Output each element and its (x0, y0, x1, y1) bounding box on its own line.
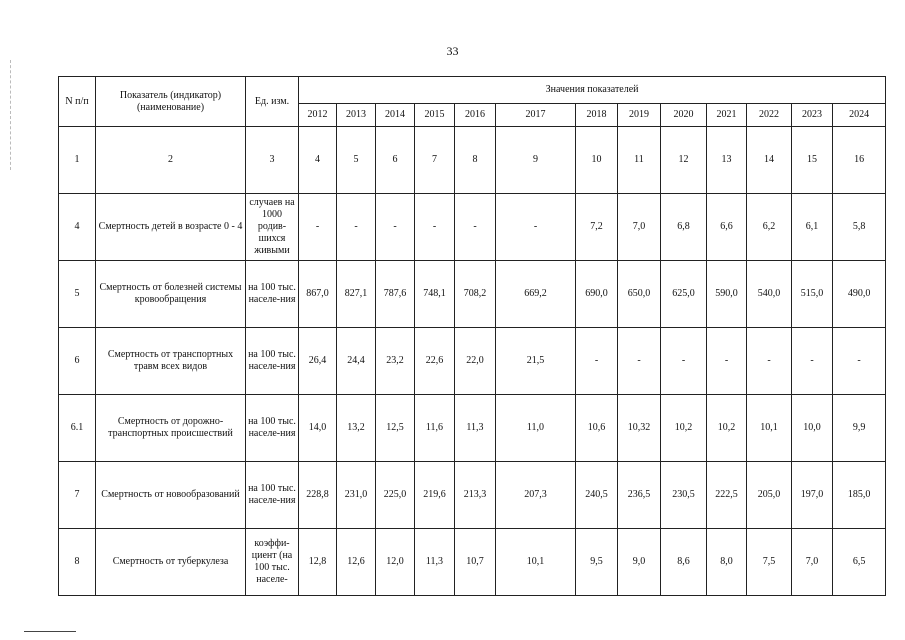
value-cell: 24,4 (337, 328, 376, 395)
value-cell: 10,2 (661, 395, 707, 462)
year-header: 2016 (455, 104, 496, 127)
value-cell: 9,9 (833, 395, 886, 462)
column-number-cell: 11 (618, 127, 661, 194)
value-cell: 13,2 (337, 395, 376, 462)
value-cell: 9,0 (618, 529, 661, 596)
value-cell: 9,5 (576, 529, 618, 596)
value-cell: 6,2 (747, 194, 792, 261)
value-cell: - (299, 194, 337, 261)
value-cell: 10,0 (792, 395, 833, 462)
value-cell: 10,1 (496, 529, 576, 596)
value-cell: 5,8 (833, 194, 886, 261)
value-cell: 240,5 (576, 462, 618, 529)
year-header: 2018 (576, 104, 618, 127)
value-cell: - (376, 194, 415, 261)
header-indicator: Показатель (индикатор) (наименование) (96, 77, 246, 127)
year-header: 2024 (833, 104, 886, 127)
value-cell: 213,3 (455, 462, 496, 529)
column-number-cell: 14 (747, 127, 792, 194)
value-cell: 625,0 (661, 261, 707, 328)
year-header: 2015 (415, 104, 455, 127)
unit-cell: коэффи-циент (на 100 тыс. населе- (246, 529, 299, 596)
value-cell: 219,6 (415, 462, 455, 529)
unit-cell: на 100 тыс. населе-ния (246, 328, 299, 395)
value-cell: 7,5 (747, 529, 792, 596)
value-cell: 11,0 (496, 395, 576, 462)
year-header: 2017 (496, 104, 576, 127)
table-row (59, 328, 886, 395)
column-number-cell: 12 (661, 127, 707, 194)
value-cell: 11,3 (455, 395, 496, 462)
column-number-cell: 13 (707, 127, 747, 194)
value-cell: - (337, 194, 376, 261)
value-cell: - (496, 194, 576, 261)
table-row (59, 395, 886, 462)
year-header: 2020 (661, 104, 707, 127)
value-cell: 222,5 (707, 462, 747, 529)
table-body (59, 127, 886, 596)
row-number-cell: 6 (59, 328, 96, 395)
indicator-name-cell: Смертность от болезней системы кровообращения (96, 261, 246, 328)
page-number: 33 (446, 44, 459, 58)
value-cell: 236,5 (618, 462, 661, 529)
value-cell: 10,1 (747, 395, 792, 462)
value-cell: 6,8 (661, 194, 707, 261)
header-values-group: Значения показателей (299, 77, 886, 104)
table-row (59, 529, 886, 596)
value-cell: 230,5 (661, 462, 707, 529)
value-cell: - (747, 328, 792, 395)
value-cell: 228,8 (299, 462, 337, 529)
unit-cell: на 100 тыс. населе-ния (246, 261, 299, 328)
value-cell: 748,1 (415, 261, 455, 328)
value-cell: 23,2 (376, 328, 415, 395)
value-cell: 515,0 (792, 261, 833, 328)
value-cell: 21,5 (496, 328, 576, 395)
table-row (59, 462, 886, 529)
value-cell: 7,0 (618, 194, 661, 261)
value-cell: 650,0 (618, 261, 661, 328)
value-cell: 10,32 (618, 395, 661, 462)
value-cell: 12,5 (376, 395, 415, 462)
value-cell: - (833, 328, 886, 395)
column-number-cell: 9 (496, 127, 576, 194)
value-cell: 10,6 (576, 395, 618, 462)
value-cell: 6,6 (707, 194, 747, 261)
indicator-name-cell: Смертность от транспортных травм всех видов (96, 328, 246, 395)
column-numbers-row (59, 127, 886, 194)
value-cell: 10,2 (707, 395, 747, 462)
value-cell: 231,0 (337, 462, 376, 529)
header-row (59, 77, 886, 104)
year-header: 2022 (747, 104, 792, 127)
column-number-cell: 3 (246, 127, 299, 194)
value-cell: 26,4 (299, 328, 337, 395)
value-cell: 12,6 (337, 529, 376, 596)
value-cell: - (707, 328, 747, 395)
value-cell: 8,6 (661, 529, 707, 596)
column-number-cell: 2 (96, 127, 246, 194)
year-header: 2012 (299, 104, 337, 127)
value-cell: 7,0 (792, 529, 833, 596)
value-cell: 225,0 (376, 462, 415, 529)
value-cell: - (618, 328, 661, 395)
column-number-cell: 1 (59, 127, 96, 194)
value-cell: 14,0 (299, 395, 337, 462)
column-number-cell: 6 (376, 127, 415, 194)
value-cell: 11,3 (415, 529, 455, 596)
value-cell: 490,0 (833, 261, 886, 328)
row-number-cell: 6.1 (59, 395, 96, 462)
value-cell: 827,1 (337, 261, 376, 328)
indicator-name-cell: Смертность от новообразований (96, 462, 246, 529)
header-unit: Ед. изм. (246, 77, 299, 127)
value-cell: 185,0 (833, 462, 886, 529)
unit-cell: на 100 тыс. населе-ния (246, 462, 299, 529)
value-cell: 690,0 (576, 261, 618, 328)
indicator-name-cell: Смертность от туберкулеза (96, 529, 246, 596)
column-number-cell: 15 (792, 127, 833, 194)
value-cell: 787,6 (376, 261, 415, 328)
row-number-cell: 7 (59, 462, 96, 529)
value-cell: 11,6 (415, 395, 455, 462)
column-number-cell: 10 (576, 127, 618, 194)
binding-margin-marks (10, 60, 13, 170)
value-cell: 12,8 (299, 529, 337, 596)
unit-cell: на 100 тыс. населе-ния (246, 395, 299, 462)
value-cell: 197,0 (792, 462, 833, 529)
value-cell: 708,2 (455, 261, 496, 328)
column-number-cell: 5 (337, 127, 376, 194)
value-cell: 22,0 (455, 328, 496, 395)
row-number-cell: 8 (59, 529, 96, 596)
indicator-name-cell: Смертность детей в возрасте 0 - 4 (96, 194, 246, 261)
value-cell: 207,3 (496, 462, 576, 529)
value-cell: - (661, 328, 707, 395)
value-cell: 12,0 (376, 529, 415, 596)
value-cell: 867,0 (299, 261, 337, 328)
value-cell: 540,0 (747, 261, 792, 328)
year-header: 2021 (707, 104, 747, 127)
table-row (59, 261, 886, 328)
column-number-cell: 7 (415, 127, 455, 194)
year-header: 2014 (376, 104, 415, 127)
value-cell: 10,7 (455, 529, 496, 596)
value-cell: - (792, 328, 833, 395)
column-number-cell: 16 (833, 127, 886, 194)
row-number-cell: 4 (59, 194, 96, 261)
year-header: 2019 (618, 104, 661, 127)
header-num: N п/п (59, 77, 96, 127)
value-cell: - (455, 194, 496, 261)
value-cell: 669,2 (496, 261, 576, 328)
value-cell: 6,5 (833, 529, 886, 596)
value-cell: 8,0 (707, 529, 747, 596)
row-number-cell: 5 (59, 261, 96, 328)
unit-cell: случаев на 1000 родив-шихся живыми (246, 194, 299, 261)
column-number-cell: 8 (455, 127, 496, 194)
year-header: 2023 (792, 104, 833, 127)
column-number-cell: 4 (299, 127, 337, 194)
footnote-rule (24, 631, 76, 632)
value-cell: - (576, 328, 618, 395)
indicator-name-cell: Смертность от дорожно-транспортных происшествий (96, 395, 246, 462)
value-cell: 205,0 (747, 462, 792, 529)
indicators-table (58, 76, 886, 596)
table-row (59, 194, 886, 261)
value-cell: 7,2 (576, 194, 618, 261)
value-cell: - (415, 194, 455, 261)
value-cell: 590,0 (707, 261, 747, 328)
value-cell: 6,1 (792, 194, 833, 261)
value-cell: 22,6 (415, 328, 455, 395)
year-header: 2013 (337, 104, 376, 127)
